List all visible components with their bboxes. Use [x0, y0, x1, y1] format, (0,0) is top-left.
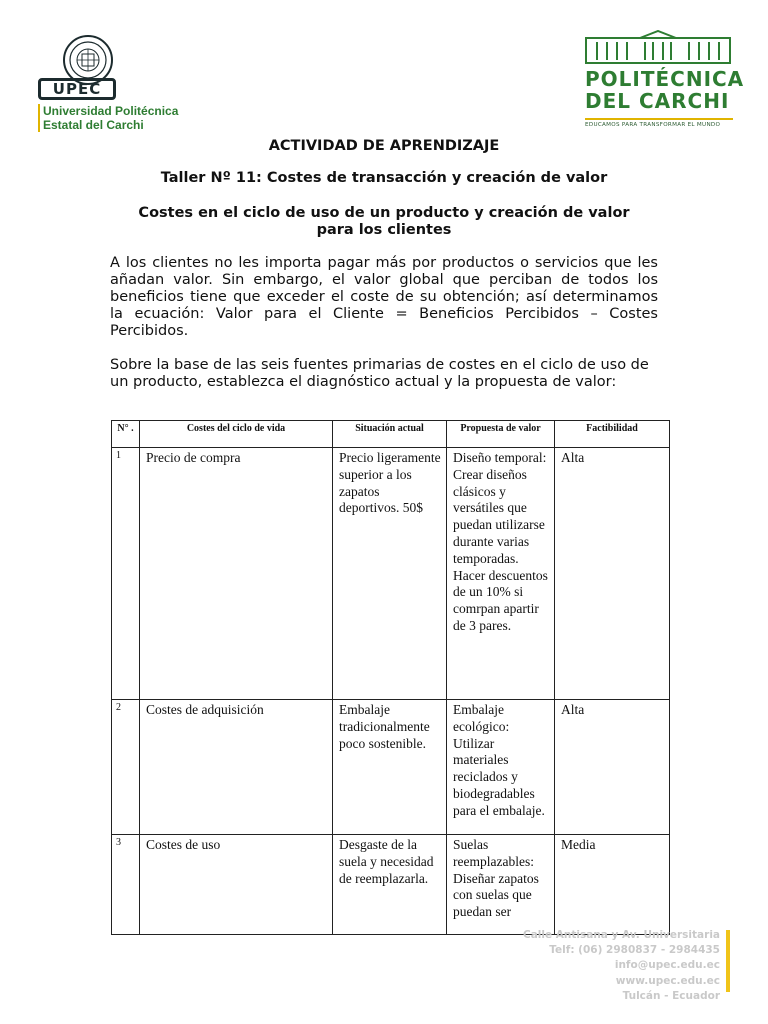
- row-cost: Costes de uso: [140, 835, 333, 935]
- value-proposition-table: [111, 420, 670, 935]
- building-icon: [585, 30, 731, 64]
- row-cost: Costes de adquisición: [140, 700, 333, 835]
- row-feasibility: Alta: [555, 448, 670, 700]
- row-proposal: Embalaje ecológico: Utilizar materiales reciclados y biodegradables para el embalaje.: [447, 700, 555, 835]
- header-current-situation: Situación actual: [333, 421, 447, 448]
- row-number: 1: [112, 448, 140, 700]
- footer-website: www.upec.edu.ec: [615, 974, 720, 987]
- document-title: ACTIVIDAD DE APRENDIZAJE: [268, 138, 500, 154]
- footer-accent-bar: [726, 930, 730, 992]
- row-number: 3: [112, 835, 140, 935]
- politecnica-logo: [585, 30, 745, 134]
- table-row: [112, 448, 670, 700]
- row-situation: Desgaste de la suela y necesidad de reemplazarla.: [333, 835, 447, 935]
- row-situation: Precio ligeramente superior a los zapatos deportivos. 50$: [333, 448, 447, 700]
- document-heading: Costes en el ciclo de uso de un producto y creación de valor para los clientes: [138, 205, 630, 238]
- header-lifecycle-cost: Costes del ciclo de vida: [140, 421, 333, 448]
- row-proposal: Suelas reemplazables: Diseñar zapatos con suelas que puedan ser: [447, 835, 555, 935]
- header-feasibility: Factibilidad: [555, 421, 670, 448]
- table-header-row: [112, 421, 670, 448]
- header-value-proposal: Propuesta de valor: [447, 421, 555, 448]
- intro-paragraph: A los clientes no les importa pagar más por productos o servicios que les añadan valor. Sin embargo, el valor global que perciban de todos los beneficios tiene que exceder el coste de su obtención; así determinamos la ecuación: Valor para el Cliente = Beneficios Percibidos – Costes Percibidos.: [110, 255, 658, 339]
- row-situation: Embalaje tradicionalmente poco sostenible.: [333, 700, 447, 835]
- footer-email: info@upec.edu.ec: [614, 959, 720, 972]
- row-feasibility: Media: [555, 835, 670, 935]
- instruction-paragraph: Sobre la base de las seis fuentes primarias de costes en el ciclo de uso de un producto, establezca el diagnóstico actual y la propuesta de valor:: [110, 357, 649, 390]
- row-cost: Precio de compra: [140, 448, 333, 700]
- table-row: [112, 700, 670, 835]
- document-subtitle: Taller Nº 11: Costes de transacción y creación de valor: [160, 170, 608, 186]
- footer-location: Tulcán - Ecuador: [622, 989, 720, 1002]
- contact-footer: [520, 928, 720, 1004]
- row-feasibility: Alta: [555, 700, 670, 835]
- politecnica-tagline: EDUCAMOS PARA TRANSFORMAR EL MUNDO: [585, 118, 733, 128]
- row-number: 2: [112, 700, 140, 835]
- footer-phone: Telf: (06) 2980837 - 2984435: [549, 944, 720, 957]
- politecnica-wordmark: POLITÉCNICA DEL CARCHI: [585, 67, 745, 113]
- table-row: [112, 835, 670, 935]
- row-proposal: Diseño temporal: Crear diseños clásicos y versátiles que puedan utilizarse durante varias temporadas. Hacer descuentos de un 10% si comrpan apartir de 3 pares.: [447, 448, 555, 700]
- footer-address: Calle Antisana y Av. Universitaria: [523, 929, 720, 941]
- upec-logo: [36, 34, 179, 134]
- header-number: N° .: [112, 421, 140, 448]
- upec-wordmark: UPEC: [38, 78, 116, 100]
- upec-full-name: Universidad Politécnica Estatal del Carchi: [38, 104, 183, 132]
